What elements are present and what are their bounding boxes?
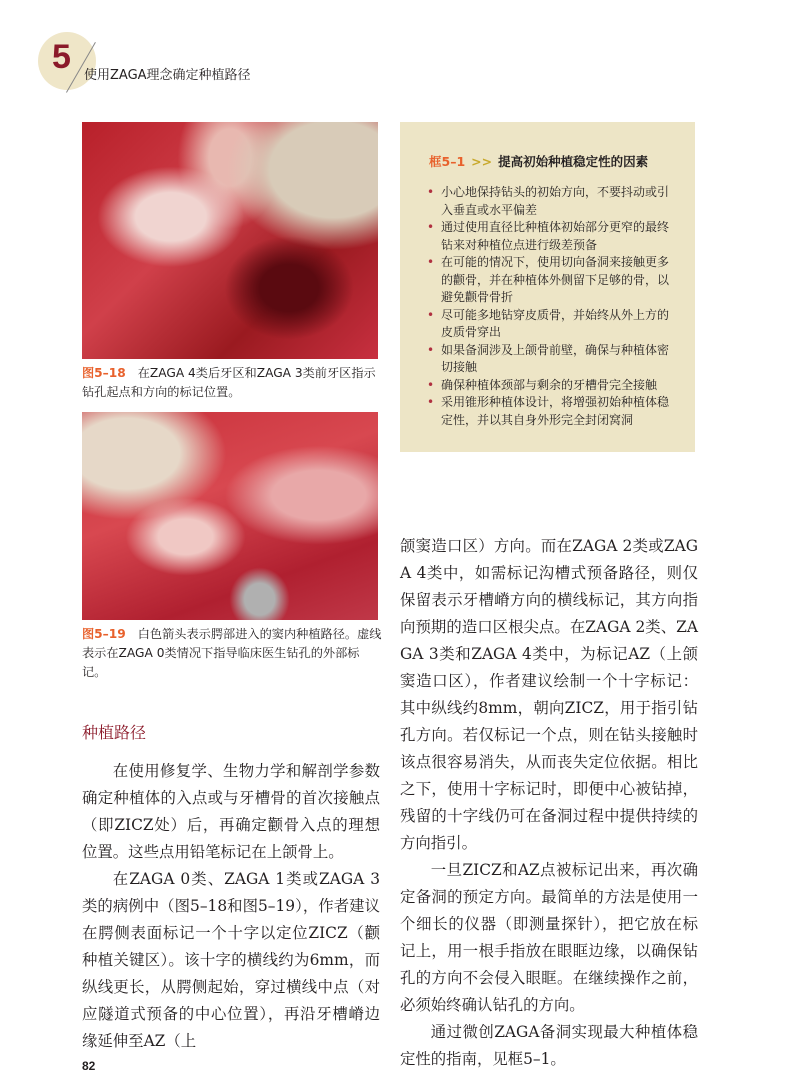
caption-text: 在ZAGA 4类后牙区和ZAGA 3类前牙区指示钻孔起点和方向的标记位置。 (82, 366, 376, 399)
paragraph: 颌窦造口区）方向。而在ZAGA 2类或ZAGA 4类中，如需标记沟槽式预备路径，则仅保留表示牙槽嵴方向的横线标记，其方向指向预期的造口区根尖点。在ZAGA 2类、ZAGA 3类和ZAGA 4类中，为标记AZ（上颌窦造口区），作者建议绘制一个十字标记：其中纵线约8mm，朝向ZICZ，用于指引钻孔方向。若仅标记一个点，则在钻头接触时该点很容易消失，从而丧失定位依据。相比之下，使用十字标记时，即便中心被钻掉，残留的十字线仍可在备洞过程中提供持续的方向指引。 (400, 537, 698, 852)
paragraph: 一旦ZICZ和AZ点被标记出来，再次确定备洞的预定方向。最简单的方法是使用一个细长的仪器（即测量探针），把它放在标记上，用一根手指放在眼眶边缘，以确保钻孔的方向不会侵入眼眶。在继续操作之前，必须始终确认钻孔的方向。 (400, 861, 698, 1014)
body-column-right (400, 533, 698, 1073)
box-title (429, 152, 648, 170)
surgical-photo-fig-5-18 (82, 122, 378, 359)
section-heading: 种植路径 (82, 723, 147, 742)
list-item: • 尽可能多地钻穿皮质骨，并始终从外上方的皮质骨穿出 (427, 307, 675, 342)
figure-label: 图5–19 (82, 627, 126, 641)
chapter-number: 5 (52, 38, 71, 76)
list-item: • 采用锥形种植体设计，将增强初始种植体稳定性，并以其自身外形完全封闭窝洞 (427, 394, 675, 429)
info-box (400, 122, 695, 452)
paragraph: 在ZAGA 0类、ZAGA 1类或ZAGA 3类的病例中（图5–18和图5–19），作者建议在腭侧表面标记一个十字以定位ZICZ（颧种植关键区）。该十字的横线约为6mm，而纵线更长，从腭侧起始，穿过横线中点（对应隧道式预备的中心位置），再沿牙槽嵴边缘延伸至AZ（上 (82, 870, 380, 1050)
paragraph: 在使用修复学、生物力学和解剖学参数确定种植体的入点或与牙槽骨的首次接触点（即ZICZ处）后，再确定颧骨入点的理想位置。这些点用铅笔标记在上颌骨上。 (82, 762, 380, 861)
list-item: • 确保种植体颈部与剩余的牙槽骨完全接触 (427, 377, 675, 395)
arrow-icon: >> (471, 154, 493, 169)
box-label: 框5–1 (429, 154, 466, 169)
caption-text: 白色箭头表示腭部进入的窦内种植路径。虚线表示在ZAGA 0类情况下指导临床医生钻孔的外部标记。 (82, 627, 382, 679)
chapter-title: 使用ZAGA理念确定种植路径 (84, 68, 251, 83)
list-item: • 通过使用直径比种植体初始部分更窄的最终钻来对种植位点进行级差预备 (427, 219, 675, 254)
list-item: • 如果备洞涉及上颌骨前壁，确保与种植体密切接触 (427, 342, 675, 377)
figure-caption (82, 364, 382, 402)
list-item: • 小心地保持钻头的初始方向，不要抖动或引入垂直或水平偏差 (427, 184, 675, 219)
list-item: • 在可能的情况下，使用切向备洞来接触更多的颧骨，并在种植体外侧留下足够的骨，以避免颧骨骨折 (427, 254, 675, 307)
figure-caption (82, 625, 382, 682)
page-number: 82 (82, 1059, 96, 1073)
figure-label: 图5–18 (82, 366, 126, 380)
box-heading: 提高初始种植稳定性的因素 (498, 154, 649, 169)
box-list (427, 184, 675, 429)
body-column-left (82, 758, 380, 1055)
surgical-photo-fig-5-19 (82, 412, 378, 620)
paragraph: 通过微创ZAGA备洞实现最大种植体稳定性的指南，见框5–1。 (400, 1023, 698, 1068)
